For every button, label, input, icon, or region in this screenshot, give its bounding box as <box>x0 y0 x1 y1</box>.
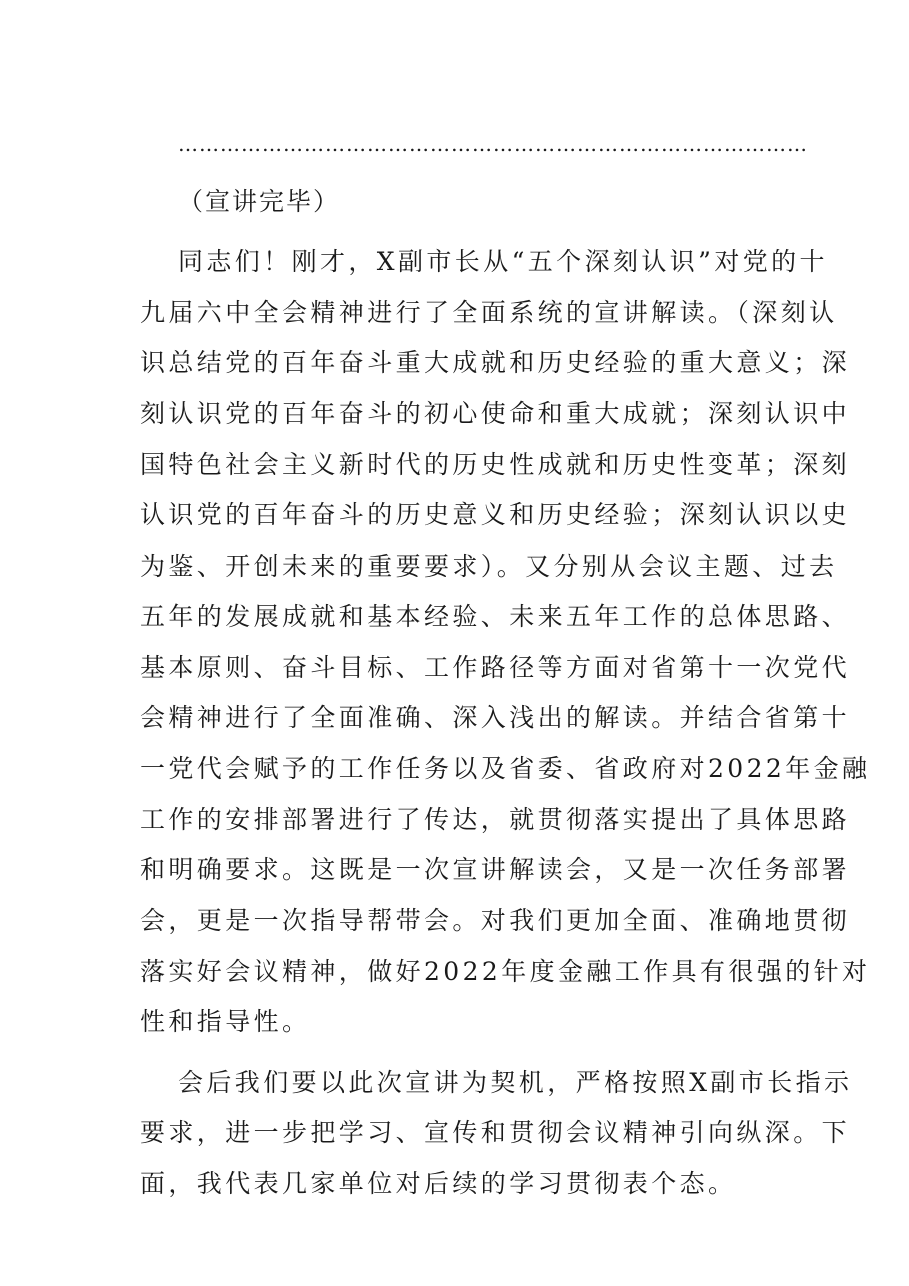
paragraph-1-line: 同志们！刚才，X副市长从“五个深刻认识”对党的十 <box>178 247 828 276</box>
paragraph-1-line: 性和指导性。 <box>140 1007 311 1036</box>
paragraph-2-line: 会后我们要以此次宣讲为契机，严格按照X副市长指示 <box>178 1068 853 1097</box>
paragraph-1-line: 九届六中全会精神进行了全面系统的宣讲解读。（深刻认 <box>140 298 838 327</box>
paragraph-1-line: 一党代会赋予的工作任务以及省委、省政府对2022年金融 <box>140 754 871 783</box>
paragraph-1-line: 落实好会议精神，做好2022年度金融工作具有很强的针对 <box>140 957 871 986</box>
paragraph-1-line: 和明确要求。这既是一次宣讲解读会，又是一次任务部署 <box>140 855 851 884</box>
paragraph-1-line: 为鉴、开创未来的重要要求）。又分别从会议主题、过去 <box>140 552 838 581</box>
paragraph-2-line: 要求，进一步把学习、宣传和贯彻会议精神引向纵深。下 <box>140 1118 851 1147</box>
paragraph-1-line: 会精神进行了全面准确、深入浅出的解读。并结合省第十 <box>140 703 851 732</box>
paragraph-1-line: 刻认识党的百年奋斗的初心使命和重大成就；深刻认识中 <box>140 399 851 428</box>
separator-dots: ……………………………………………………………………………… <box>178 132 808 156</box>
paragraph-1-line: 五年的发展成就和基本经验、未来五年工作的总体思路、 <box>140 602 851 631</box>
paragraph-1-line: 认识党的百年奋斗的历史意义和历史经验；深刻认识以史 <box>140 500 851 529</box>
paragraph-1-line: 基本原则、奋斗目标、工作路径等方面对省第十一次党代 <box>140 653 851 682</box>
paragraph-1-line: 工作的安排部署进行了传达，就贯彻落实提出了具体思路 <box>140 805 851 834</box>
closing-note: （宣讲完毕） <box>178 187 341 216</box>
paragraph-1-line: 会，更是一次指导帮带会。对我们更加全面、准确地贯彻 <box>140 906 851 935</box>
paragraph-1-line: 国特色社会主义新时代的历史性成就和历史性变革；深刻 <box>140 450 851 479</box>
paragraph-2-line: 面，我代表几家单位对后续的学习贯彻表个态。 <box>140 1169 737 1198</box>
paragraph-1-line: 识总结党的百年奋斗重大成就和历史经验的重大意义；深 <box>140 348 851 377</box>
